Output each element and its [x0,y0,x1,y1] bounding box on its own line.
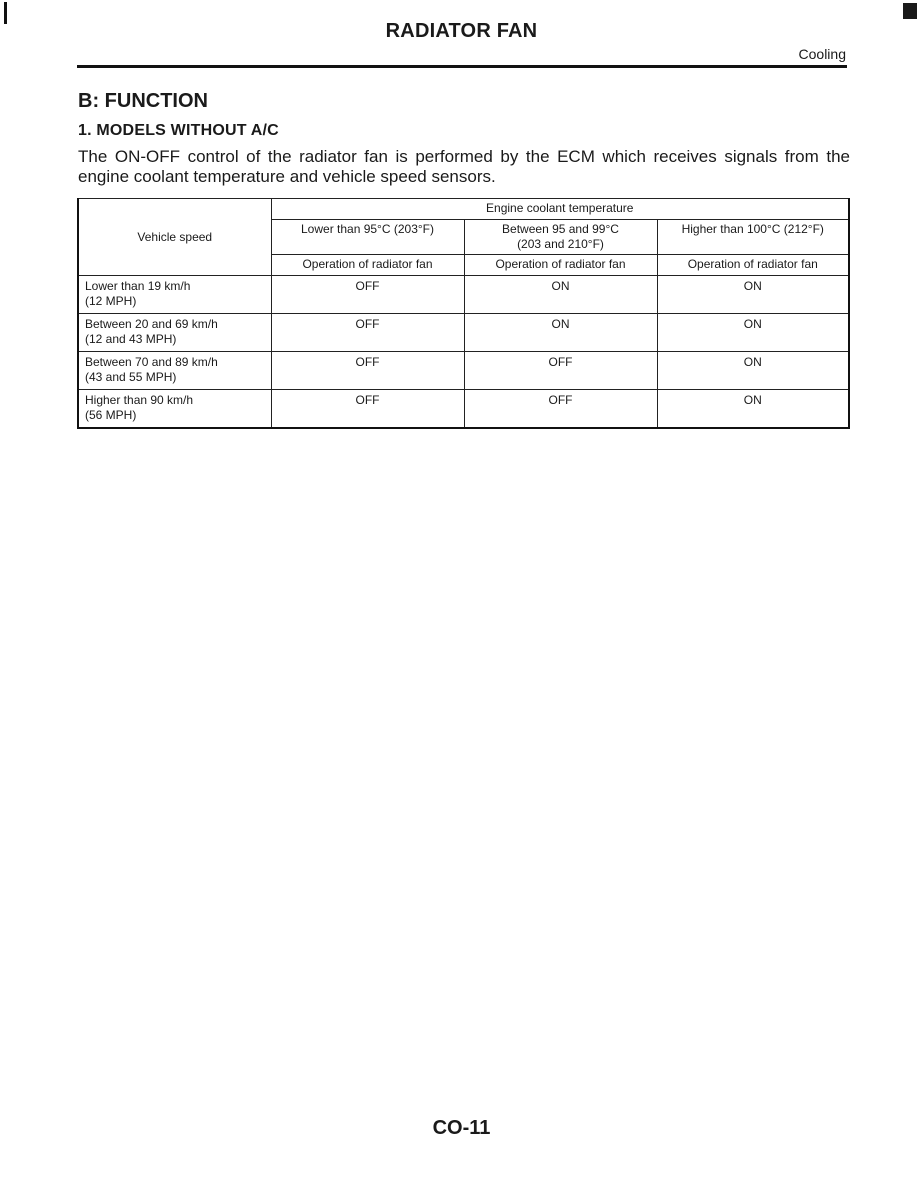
temperature-range-label: Between 95 and 99°C [502,222,619,236]
coolant-temperature-header [271,199,849,220]
fan-state-cell: OFF [464,352,657,390]
fan-state-cell: OFF [464,390,657,429]
fan-operation-header [271,255,464,276]
fan-state-cell: OFF [271,276,464,314]
temperature-range-label: (203 and 210°F) [517,237,604,251]
speed-label: (12 and 43 MPH) [85,332,177,346]
table-row [78,352,849,390]
speed-cell [78,276,271,314]
function-heading: B: FUNCTION [78,90,208,112]
temperature-column-header [464,220,657,255]
description-paragraph: The ON-OFF control of the radiator fan is performed by the ECM which receives signals from the engine coolant temperature and vehicle speed sensors. [78,147,850,186]
speed-label: (43 and 55 MPH) [85,370,177,384]
fan-state-cell: ON [657,314,849,352]
temperature-range-label: Lower than 95°C (203°F) [301,222,434,236]
speed-label: Lower than 19 km/h [85,279,191,293]
fan-state-cell: OFF [271,390,464,429]
speed-label: Between 70 and 89 km/h [85,355,218,369]
vehicle-speed-header-label: Vehicle speed [137,229,213,244]
fan-state-cell: ON [657,390,849,429]
fan-state-cell: ON [464,314,657,352]
table-header-row [78,199,849,220]
page-title: RADIATOR FAN [385,20,538,42]
fan-state-cell: OFF [271,314,464,352]
fan-operation-label: Operation of radiator fan [302,257,433,271]
subsection-heading: 1. MODELS WITHOUT A/C [78,122,279,139]
radiator-fan-table [77,198,850,429]
fan-operation-label: Operation of radiator fan [495,257,626,271]
speed-cell [78,390,271,429]
fan-state-cell: ON [657,352,849,390]
temperature-range-label: Higher than 100°C (212°F) [681,222,824,236]
vehicle-speed-header [78,199,271,276]
table-row [78,314,849,352]
fan-operation-header [464,255,657,276]
fan-state-cell: ON [464,276,657,314]
page-number: CO-11 [432,1117,491,1139]
speed-cell [78,314,271,352]
fan-state-cell: OFF [271,352,464,390]
temperature-column-header [657,220,849,255]
speed-cell [78,352,271,390]
coolant-temperature-header-label: Engine coolant temperature [486,201,634,215]
speed-label: Higher than 90 km/h [85,393,194,407]
temperature-column-header [271,220,464,255]
fan-state-cell: ON [657,276,849,314]
fan-operation-label: Operation of radiator fan [687,257,818,271]
section-name: Cooling [798,46,846,62]
fan-operation-header [657,255,849,276]
header-rule [77,65,847,68]
table-row [78,390,849,429]
table-row [78,276,849,314]
speed-label: Between 20 and 69 km/h [85,317,218,331]
speed-label: (12 MPH) [85,294,137,308]
speed-label: (56 MPH) [85,408,137,422]
corner-mark [903,3,917,19]
